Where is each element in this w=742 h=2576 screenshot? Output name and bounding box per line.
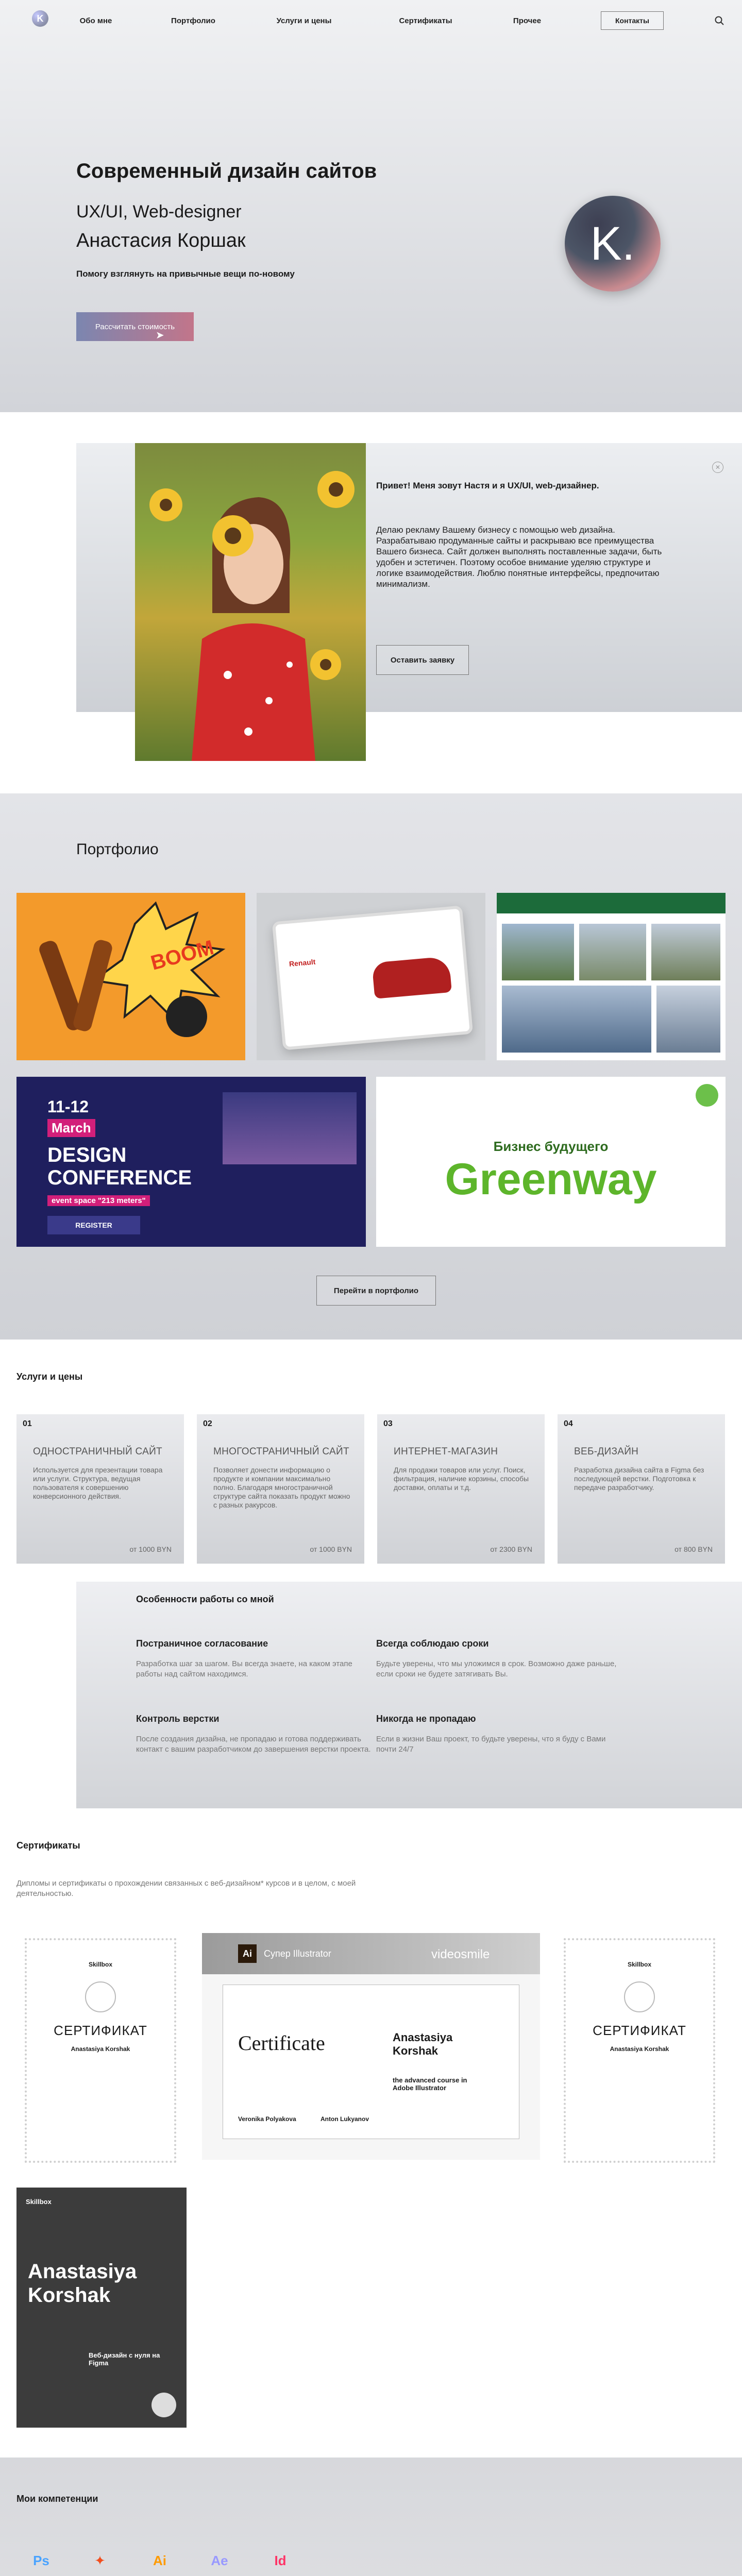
- hero-badge-letter: K.: [590, 217, 635, 270]
- portfolio-item-renault[interactable]: [257, 893, 485, 1060]
- service-card-1[interactable]: [16, 1414, 184, 1564]
- service-title: МНОГОСТРАНИЧНЫЙ САЙТ: [213, 1446, 349, 1457]
- feature-desc: Разработка шаг за шагом. Вы всегда знаете, на каком этапе работы над сайтом находимся.: [136, 1659, 352, 1679]
- nav-link-services[interactable]: Услуги и цены: [276, 16, 332, 25]
- service-card-2[interactable]: [197, 1414, 364, 1564]
- nav-link-about[interactable]: Обо мне: [79, 16, 112, 25]
- portfolio-title: Портфолио: [76, 841, 159, 858]
- cert-course: Супер Illustrator: [264, 1948, 331, 1959]
- greenway-big: Greenway: [445, 1155, 657, 1204]
- site-header-bar: [497, 893, 726, 913]
- cert-signer-2: Anton Lukyanov: [321, 2115, 369, 2123]
- cert-name: Anastasiya Korshak: [71, 2045, 130, 2053]
- cert-text: the advanced course in Adobe Illustrator: [393, 2076, 467, 2092]
- about-request-button[interactable]: Оставить заявку: [376, 645, 469, 675]
- about-photo: [135, 443, 366, 761]
- feature-title: Постраничное согласование: [136, 1638, 268, 1649]
- cert-holder: Anastasiya Korshak: [393, 2031, 453, 2057]
- conference-title: DESIGN CONFERENCE: [47, 1144, 192, 1189]
- hero-tagline: Помогу взглянуть на привычные вещи по-новому: [76, 269, 295, 279]
- site-photo-5: [656, 986, 720, 1053]
- certificate-skillbox-1[interactable]: [25, 1938, 176, 2163]
- competency-after-effects: [199, 2550, 240, 2576]
- features-block: [76, 1582, 742, 1808]
- photoshop-icon: Ps: [33, 2553, 49, 2568]
- competency-figma: [79, 2550, 121, 2576]
- portfolio-section: [0, 793, 742, 1340]
- cert-seal: [85, 1981, 116, 2012]
- feature-title: Контроль верстки: [136, 1714, 220, 1724]
- service-num: 02: [203, 1419, 212, 1428]
- conference-month: March: [47, 1119, 95, 1137]
- competency-illustrator: [139, 2550, 180, 2576]
- contacts-button[interactable]: Контакты: [601, 11, 664, 30]
- about-body: Делаю рекламу Вашему бизнесу с помощью web дизайна. Разрабатываю продуманные сайты и раскрываю все преимущества Вашего бизнеса. Сайт должен выполнять поставленные задачи, быть удобен и эстетичен. Поэтому особое внимание уделяю структуре и логике взаимодействия. Люблю понятные интерфейсы, предпочитаю минимализм.: [376, 525, 662, 589]
- cursor-icon: ➤: [156, 330, 164, 341]
- hero-badge: [565, 196, 661, 292]
- service-desc: Разработка дизайна сайта в Figma без последующей верстки. Подготовка к передаче разработчику.: [574, 1466, 704, 1492]
- cert-seal: [624, 1981, 655, 2012]
- renault-logo: Renault: [289, 957, 316, 968]
- feature-desc: После создания дизайна, не пропадаю и готова поддерживать контакт с вашим разработчиком до завершения верстки проекта.: [136, 1735, 371, 1754]
- indesign-icon: Id: [274, 2553, 286, 2568]
- service-title: ВЕБ-ДИЗАЙН: [574, 1446, 639, 1457]
- calculate-cost-button[interactable]: Рассчитать стоимость: [76, 312, 194, 341]
- site-photo-3: [651, 924, 720, 980]
- site-photo-2: [579, 924, 646, 980]
- cert-title: СЕРТИФИКАТ: [593, 2023, 686, 2038]
- cert-signer-1: Veronika Polyakova: [238, 2115, 296, 2123]
- hero-section: [0, 0, 742, 412]
- cert-brand: Skillbox: [26, 2198, 52, 2206]
- competency-photoshop: [21, 2550, 62, 2576]
- svg-text:BOOM: BOOM: [148, 936, 216, 975]
- service-title: ИНТЕРНЕТ-МАГАЗИН: [394, 1446, 498, 1457]
- close-icon[interactable]: ✕: [712, 462, 723, 473]
- cert-ai-tag: Ai: [238, 1944, 257, 1963]
- greenway-top: Бизнес будущего: [493, 1139, 609, 1154]
- service-num: 01: [23, 1419, 32, 1428]
- cert-stamp-icon: [151, 2393, 176, 2417]
- services-title: Услуги и цены: [16, 1371, 83, 1382]
- feature-title: Никогда не пропадаю: [376, 1714, 476, 1724]
- cert-name: Anastasiya Korshak: [28, 2260, 137, 2307]
- service-price: от 2300 BYN: [490, 1545, 532, 1553]
- portfolio-item-boom[interactable]: [16, 893, 245, 1060]
- service-desc: Используется для презентации товара или услуги. Структура, ведущая пользователя к совершению конверсионного действия.: [33, 1466, 163, 1500]
- illustrator-icon: Ai: [153, 2553, 166, 2568]
- conference-register: REGISTER: [47, 1216, 140, 1234]
- service-num: 03: [383, 1419, 393, 1428]
- service-num: 04: [564, 1419, 573, 1428]
- hero-role: UX/UI, Web-designer: [76, 202, 242, 222]
- cert-brand: Skillbox: [88, 1961, 112, 1968]
- service-price: от 800 BYN: [674, 1545, 713, 1553]
- about-heading: Привет! Меня зовут Настя и я UX/UI, web-дизайнер.: [376, 481, 599, 490]
- service-price: от 1000 BYN: [310, 1545, 352, 1553]
- logo-letter: K: [37, 13, 44, 24]
- cert-title: СЕРТИФИКАТ: [54, 2023, 147, 2038]
- feature-desc: Если в жизни Ваш проект, то будьте уверены, что я буду с Вами почти 24/7: [376, 1735, 606, 1754]
- certificates-title: Сертификаты: [16, 1840, 80, 1851]
- conference-photo: [223, 1092, 357, 1164]
- nav-link-other[interactable]: Прочее: [513, 16, 542, 25]
- site-photo-1: [502, 924, 574, 980]
- portfolio-item-realestate[interactable]: [497, 893, 726, 1060]
- nav-link-portfolio[interactable]: Портфолио: [171, 16, 215, 25]
- nav-link-certificates[interactable]: Сертификаты: [399, 16, 452, 25]
- figma-icon: ✦: [94, 2553, 106, 2568]
- service-price: от 1000 BYN: [129, 1545, 172, 1553]
- conference-sub: event space "213 meters": [47, 1195, 150, 1206]
- service-title: ОДНОСТРАНИЧНЫЙ САЙТ: [33, 1446, 162, 1457]
- feature-desc: Будьте уверены, что мы уложимся в срок. Возможно даже раньше, если сроки не будете затягивать Вы.: [376, 1659, 617, 1679]
- hero-name: Анастасия Коршак: [76, 230, 246, 251]
- cert-brand: Skillbox: [627, 1961, 651, 1968]
- tablet-frame: [272, 905, 473, 1050]
- competencies-title: Мои компетенции: [16, 2494, 98, 2504]
- cert-heading: Certificate: [238, 2031, 325, 2055]
- service-desc: Позволяет донести информацию о продукте и компании максимально полно. Благодаря многостраничной структуре сайта показать продукт можно с разных ракурсов.: [213, 1466, 350, 1509]
- service-card-4[interactable]: [558, 1414, 725, 1564]
- cert-name: Anastasiya Korshak: [610, 2045, 669, 2053]
- feature-title: Всегда соблюдаю сроки: [376, 1638, 489, 1649]
- go-portfolio-button[interactable]: Перейти в портфолио: [316, 1276, 436, 1306]
- search-icon[interactable]: [714, 15, 724, 26]
- certificate-videosmile[interactable]: [202, 1933, 540, 2160]
- portfolio-item-greenway[interactable]: [376, 1077, 726, 1247]
- logo-badge[interactable]: [32, 10, 48, 27]
- greenway-chat-icon: [696, 1084, 718, 1107]
- cert-videosmile: videosmile: [431, 1947, 490, 1961]
- cert-course: Веб-дизайн с нуля на Figma: [89, 2351, 160, 2367]
- competency-indesign: [260, 2550, 301, 2576]
- certificate-skillbox-2[interactable]: [564, 1938, 715, 2163]
- site-photo-4: [502, 986, 651, 1053]
- car-shape: [372, 956, 452, 999]
- service-desc: Для продажи товаров или услуг. Поиск, фильтрация, наличие корзины, способы доставки, оплаты и т.д.: [394, 1466, 529, 1492]
- portfolio-item-conference[interactable]: [16, 1077, 366, 1247]
- certificates-intro: Дипломы и сертификаты о прохождении связанных с веб-дизайном* курсов и в целом, с моей деятельностью.: [16, 1879, 356, 1898]
- after-effects-icon: Ae: [211, 2553, 228, 2568]
- certificate-skillbox-dark[interactable]: [16, 2188, 187, 2428]
- hero-title: Современный дизайн сайтов: [76, 160, 377, 182]
- conference-date: 11-12: [47, 1097, 89, 1116]
- service-card-3[interactable]: [377, 1414, 545, 1564]
- features-title: Особенности работы со мной: [136, 1594, 274, 1604]
